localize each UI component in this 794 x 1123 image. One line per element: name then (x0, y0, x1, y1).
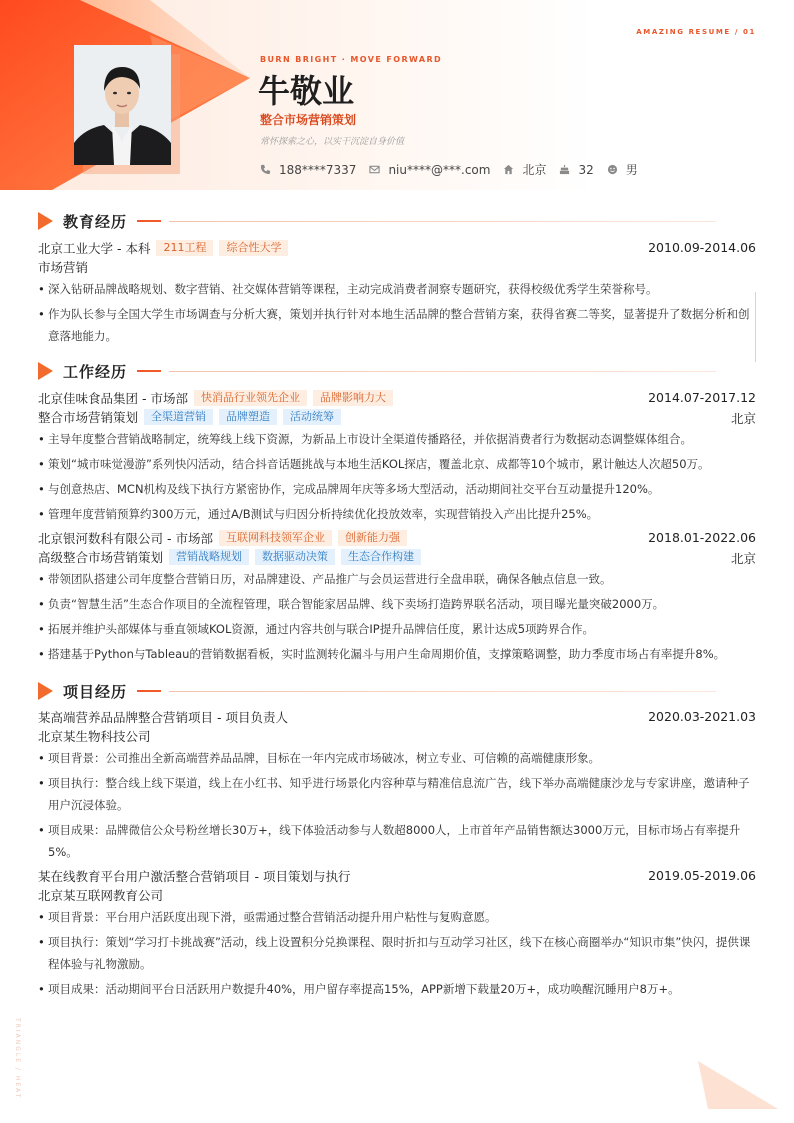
company-tag: 创新能力强 (338, 530, 407, 546)
position-tag: 营销战略规划 (169, 549, 249, 565)
contact-text: 男 (625, 163, 638, 177)
school-tag: 综合性大学 (219, 240, 288, 256)
job-position-row (38, 548, 756, 566)
contact-age (559, 163, 593, 177)
section-dash (137, 370, 161, 372)
section-dash (137, 690, 161, 692)
list-item: • 负责“智慧生活”生态合作项目的全流程管理，联合智能家居品牌、线下卖场打造跨界联名活动，项目曝光量突破2000万。 (38, 593, 756, 615)
project-org: 北京某互联网教育公司 (38, 888, 164, 903)
project-entry (38, 866, 756, 886)
position-tag: 品牌塑造 (219, 409, 277, 425)
job-date: 2018.01-2022.06 (648, 530, 756, 545)
section-divider (169, 371, 716, 372)
job-position-row (38, 408, 756, 426)
section-dash (137, 220, 161, 222)
project-date: 2020.03-2021.03 (648, 709, 756, 724)
section-header (38, 360, 756, 382)
section-divider (169, 691, 716, 692)
section-header (38, 680, 756, 702)
list-item: • 拓展并维护头部媒体与垂直领域KOL资源，通过内容共创与联合IP提升品牌信任度，累计达成5项跨界合作。 (38, 618, 756, 640)
position-tag: 生态合作构建 (341, 549, 421, 565)
position-tag: 全渠道营销 (144, 409, 213, 425)
profile-photo (74, 45, 171, 165)
section-triangle-icon (38, 212, 53, 230)
project-org-row (38, 886, 756, 904)
phone-icon (260, 164, 271, 175)
list-item: • 策划“城市味觉漫游”系列快闪活动，结合抖音话题挑战与本地生活KOL探店，覆盖北京、成都等10个城市，累计触达人次超50万。 (38, 453, 756, 475)
project-org-row (38, 727, 756, 745)
work-section (38, 360, 756, 668)
contact-phone (260, 163, 356, 177)
list-item: • 项目成果：品牌微信公众号粉丝增长30万+，线下体验活动参与人数超8000人，上市首年产品销售额达3000万元，目标市场占有率提升5%。 (38, 819, 756, 863)
candidate-name: 牛敬业 (258, 72, 355, 110)
contact-email (369, 163, 490, 177)
contact-text: niu****@***.com (388, 162, 491, 177)
contact-text: 北京 (522, 163, 547, 177)
section-title: 教育经历 (63, 212, 128, 231)
project-entry (38, 707, 756, 727)
job-entry (38, 528, 756, 548)
list-item: • 带领团队搭建公司年度整合营销日历，对品牌建设、产品推广与会员运营进行全盘串联，确保各触点信息一致。 (38, 568, 756, 590)
candidate-motto: 常怀探索之心，以实干沉淀自身价值 (260, 137, 405, 147)
list-item: • 项目背景：公司推出全新高端营养品品牌，目标在一年内完成市场破冰，树立专业、可信赖的高端健康形象。 (38, 747, 756, 769)
list-item: • 主导年度整合营销战略制定，统筹线上线下资源，为新品上市设计全渠道传播路径，并依据消费者行为数据动态调整媒体组合。 (38, 428, 756, 450)
section-header (38, 210, 756, 232)
job-city: 北京 (730, 411, 756, 426)
position-tag: 数据驱动决策 (255, 549, 335, 565)
project-org: 北京某生物科技公司 (38, 729, 151, 744)
job-city: 北京 (730, 551, 756, 566)
project-bullets (38, 747, 756, 863)
project-name: 某高端营养品品牌整合营销项目 - 项目负责人 (38, 710, 288, 725)
section-title: 工作经历 (63, 362, 128, 381)
contact-text: 32 (578, 162, 594, 177)
job-position: 高级整合市场营销策划 (38, 550, 164, 565)
job-bullets (38, 568, 756, 665)
company-tag: 互联网科技领军企业 (219, 530, 332, 546)
mail-icon (369, 164, 380, 175)
section-divider (169, 221, 716, 222)
list-item: • 项目执行：整合线上线下渠道，线上在小红书、知乎进行场景化内容种草与精准信息流广告，线下举办高端健康沙龙与专家讲座，邀请种子用户沉浸体验。 (38, 772, 756, 816)
company-tag: 快消品行业领先企业 (194, 390, 307, 406)
job-date: 2014.07-2017.12 (648, 390, 756, 405)
education-section (38, 210, 756, 350)
resume-tag: AMAZING RESUME / 01 (636, 28, 756, 36)
contact-text: 188****7337 (279, 162, 357, 177)
section-title: 项目经历 (63, 682, 128, 701)
education-entry (38, 238, 756, 258)
list-item: • 项目背景：平台用户活跃度出现下滑，亟需通过整合营销活动提升用户粘性与复购意愿。 (38, 906, 756, 928)
list-item: • 项目执行：策划“学习打卡挑战赛”活动，线上设置积分兑换课程、限时折扣与互动学习社区，线下在核心商圈举办“知识市集”快闪，提供课程体验与礼物激励。 (38, 931, 756, 975)
company-name: 北京佳味食品集团 - 市场部 (38, 391, 188, 406)
candidate-role: 整合市场营销策划 (260, 113, 357, 127)
section-triangle-icon (38, 682, 53, 700)
job-entry (38, 388, 756, 408)
position-tag: 活动统筹 (283, 409, 341, 425)
cake-icon (559, 164, 570, 175)
major: 市场营销 (38, 260, 89, 275)
education-date: 2010.09-2014.06 (648, 240, 756, 255)
project-name: 某在线教育平台用户激活整合营销项目 - 项目策划与执行 (38, 869, 351, 884)
school-tag: 211工程 (156, 240, 213, 256)
list-item: • 项目成果：活动期间平台日活跃用户数提升40%，用户留存率提高15%，APP新增下载量20万+，成功唤醒沉睡用户8万+。 (38, 978, 756, 1000)
face-icon (607, 164, 618, 175)
contact-gender (607, 161, 638, 178)
project-section (38, 680, 756, 1003)
project-date: 2019.05-2019.06 (648, 868, 756, 883)
list-item: • 搭建基于Python与Tableau的营销数据看板，实时监测转化漏斗与用户生命周期价值，支撑策略调整，助力季度市场占有率提升8%。 (38, 643, 756, 665)
contact-bar (260, 161, 651, 178)
company-name: 北京银河数科有限公司 - 市场部 (38, 531, 213, 546)
school-name: 北京工业大学 - 本科 (38, 241, 151, 256)
home-icon (503, 164, 514, 175)
list-item: • 深入钻研品牌战略规划、数字营销、社交媒体营销等课程，主动完成消费者洞察专题研究，获得校级优秀学生荣誉称号。 (38, 278, 756, 300)
company-tag: 品牌影响力大 (313, 390, 393, 406)
job-bullets (38, 428, 756, 525)
section-triangle-icon (38, 362, 53, 380)
job-position: 整合市场营销策划 (38, 410, 139, 425)
contact-city (503, 161, 546, 178)
project-bullets (38, 906, 756, 1000)
education-major-row (38, 258, 756, 276)
list-item: • 与创意热店、MCN机构及线下执行方紧密协作，完成品牌周年庆等多场大型活动，活动期间社交平台互动量提升120%。 (38, 478, 756, 500)
header-slogan: BURN BRIGHT · MOVE FORWARD (260, 55, 443, 64)
list-item: • 管理年度营销预算约300万元，通过A/B测试与归因分析持续优化投放效率，实现营销投入产出比提升25%。 (38, 503, 756, 525)
side-vertical-text: TRIANGLE / HEAT (14, 1018, 21, 1100)
list-item: • 作为队长参与全国大学生市场调查与分析大赛，策划并执行针对本地生活品牌的整合营销方案，获得省赛二等奖，显著提升了数据分析和创意落地能力。 (38, 303, 756, 347)
education-bullets (38, 278, 756, 347)
footer-triangle-decoration (698, 1061, 778, 1111)
